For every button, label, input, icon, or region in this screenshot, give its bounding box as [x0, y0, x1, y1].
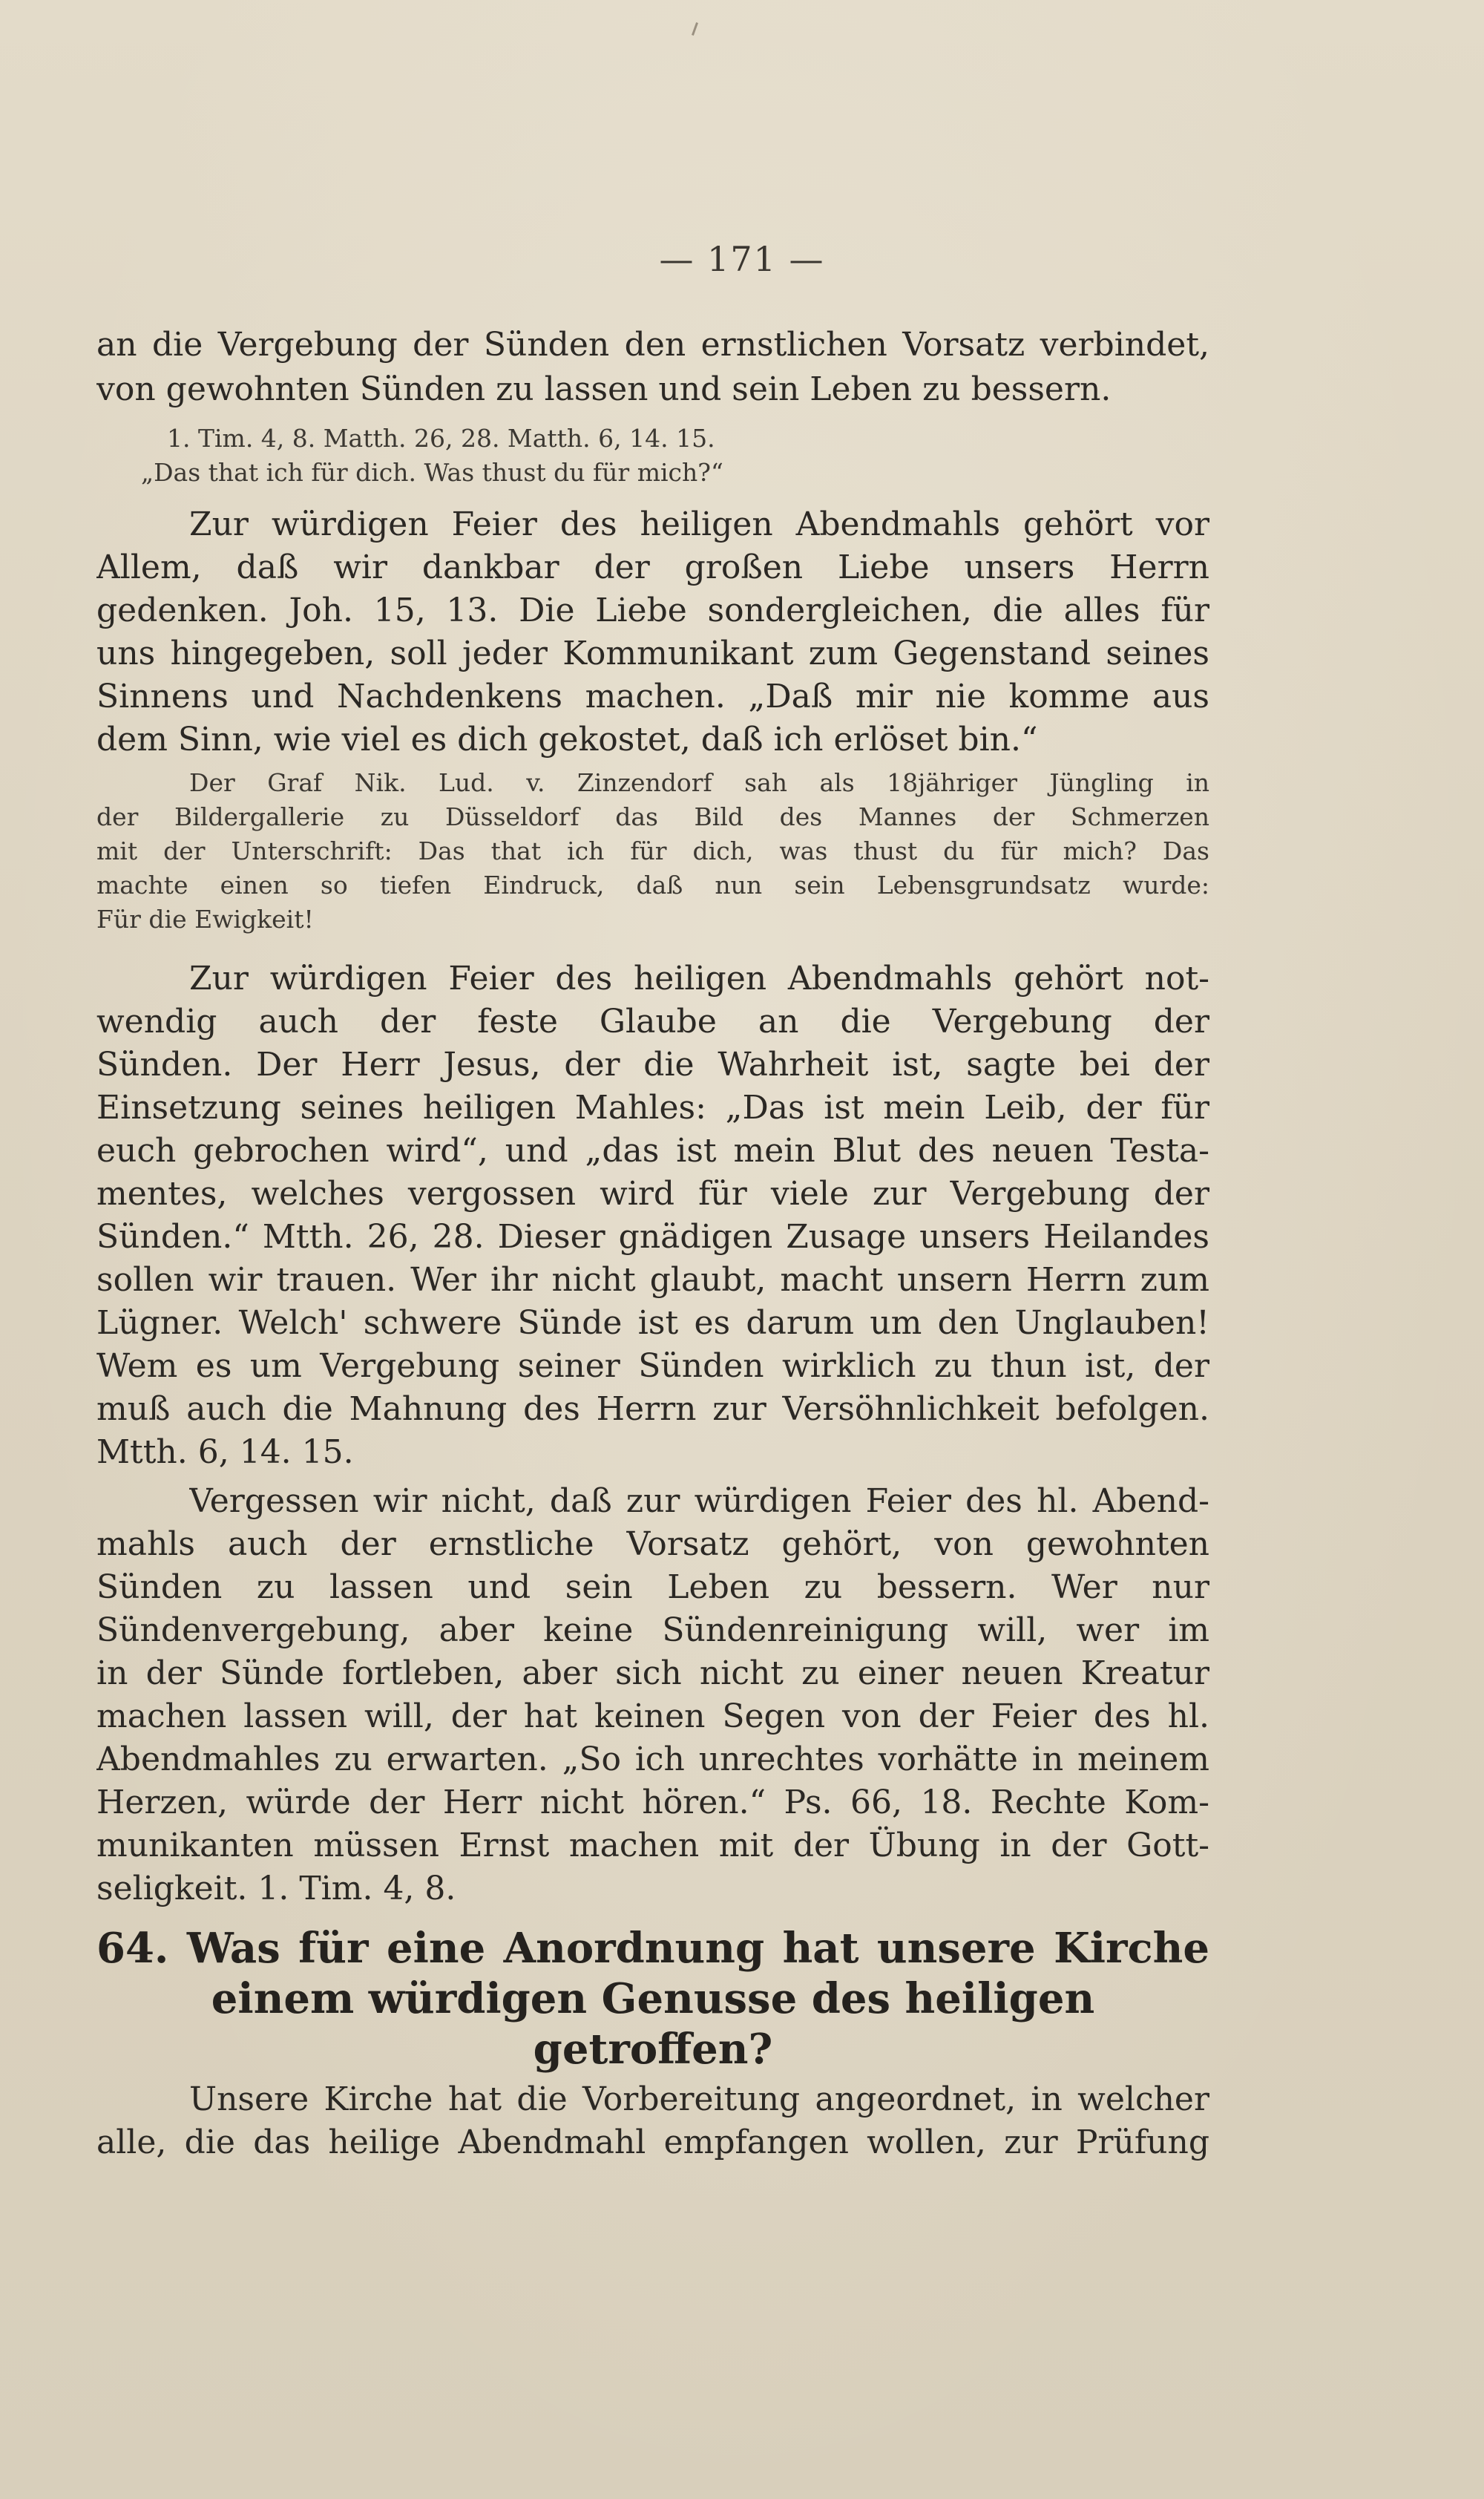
question-heading: einem würdigen Genusse des heiligen: [211, 1974, 1095, 2023]
text-line: an die Vergebung der Sünden den ernstlichen Vorsatz verbindet,: [96, 326, 1209, 364]
text-line: Allem, daß wir dankbar der großen Liebe unsers Herrn: [96, 548, 1209, 586]
text-line: uns hingegeben, soll jeder Kommunikant zum Gegenstand seines: [96, 635, 1209, 672]
text-line: Unsere Kirche hat die Vorbereitung angeordnet, in welcher: [189, 2080, 1209, 2118]
note-line: der Bildergallerie zu Düsseldorf das Bild des Mannes der Schmerzen: [96, 802, 1209, 831]
reference-line: 1. Tim. 4, 8. Matth. 26, 28. Matth. 6, 14. 15.: [167, 424, 715, 453]
text-line: munikanten müssen Ernst machen mit der Übung in der Gott-: [96, 1827, 1209, 1864]
text-line: mahls auch der ernstliche Vorsatz gehört, von gewohnten: [96, 1525, 1209, 1563]
text-line: Sinnens und Nachdenkens machen. „Daß mir nie komme aus: [96, 678, 1209, 715]
question-heading: 64. Was für eine Anordnung hat unsere Kirche: [96, 1924, 1209, 1973]
text-line: sollen wir trauen. Wer ihr nicht glaubt, macht unsern Herrn zum: [96, 1261, 1209, 1299]
text-line: mentes, welches vergossen wird für viele zur Vergebung der: [96, 1175, 1209, 1213]
text-line: wendig auch der feste Glaube an die Vergebung der: [96, 1003, 1209, 1041]
text-line: seligkeit. 1. Tim. 4, 8.: [96, 1870, 456, 1907]
text-line: Abendmahles zu erwarten. „So ich unrechtes vorhätte in meinem: [96, 1740, 1209, 1778]
text-line: Zur würdigen Feier des heiligen Abendmahls gehört not-: [189, 960, 1209, 998]
text-line: Sündenvergebung, aber keine Sündenreinigung will, wer im: [96, 1611, 1209, 1649]
text-line: von gewohnten Sünden zu lassen und sein Leben zu bessern.: [96, 370, 1112, 408]
text-line: Mtth. 6, 14. 15.: [96, 1433, 354, 1471]
note-line: Der Graf Nik. Lud. v. Zinzendorf sah als 18jähriger Jüngling in: [189, 768, 1209, 797]
text-line: Sünden zu lassen und sein Leben zu bessern. Wer nur: [96, 1568, 1209, 1606]
note-line: machte einen so tiefen Eindruck, daß nun sein Lebensgrundsatz wurde:: [96, 871, 1209, 900]
quote-line: „Das that ich für dich. Was thust du für mich?“: [141, 458, 723, 487]
text-line: Lügner. Welch' schwere Sünde ist es darum um den Unglauben!: [96, 1304, 1209, 1342]
text-line: Wem es um Vergebung seiner Sünden wirklich zu thun ist, der: [96, 1347, 1209, 1385]
text-line: Sünden. Der Herr Jesus, der die Wahrheit ist, sagte bei der: [96, 1046, 1209, 1084]
page-number: — 171 —: [659, 239, 825, 279]
text-line: euch gebrochen wird“, und „das ist mein Blut des neuen Testa-: [96, 1132, 1209, 1170]
text-line: alle, die das heilige Abendmahl empfangen wollen, zur Prüfung: [96, 2123, 1209, 2161]
text-line: Sünden.“ Mtth. 26, 28. Dieser gnädigen Zusage unsers Heilandes: [96, 1218, 1209, 1256]
text-line: Vergessen wir nicht, daß zur würdigen Feier des hl. Abend-: [189, 1482, 1209, 1520]
text-line: Zur würdigen Feier des heiligen Abendmahls gehört vor: [189, 505, 1209, 543]
margin-mark: [692, 22, 698, 36]
text-line: Einsetzung seines heiligen Mahles: „Das ist mein Leib, der für: [96, 1089, 1209, 1127]
text-line: dem Sinn, wie viel es dich gekostet, daß ich erlöset bin.“: [96, 721, 1038, 759]
text-line: machen lassen will, der hat keinen Segen von der Feier des hl.: [96, 1697, 1209, 1735]
question-heading: getroffen?: [533, 2025, 773, 2074]
note-line: Für die Ewigkeit!: [96, 905, 314, 934]
text-line: Herzen, würde der Herr nicht hören.“ Ps. 66, 18. Rechte Kom-: [96, 1784, 1209, 1821]
text-line: in der Sünde fortleben, aber sich nicht zu einer neuen Kreatur: [96, 1654, 1209, 1692]
text-line: muß auch die Mahnung des Herrn zur Versöhnlichkeit befolgen.: [96, 1390, 1209, 1428]
text-line: gedenken. Joh. 15, 13. Die Liebe sondergleichen, die alles für: [96, 592, 1209, 629]
note-line: mit der Unterschrift: Das that ich für dich, was thust du für mich? Das: [96, 836, 1209, 865]
